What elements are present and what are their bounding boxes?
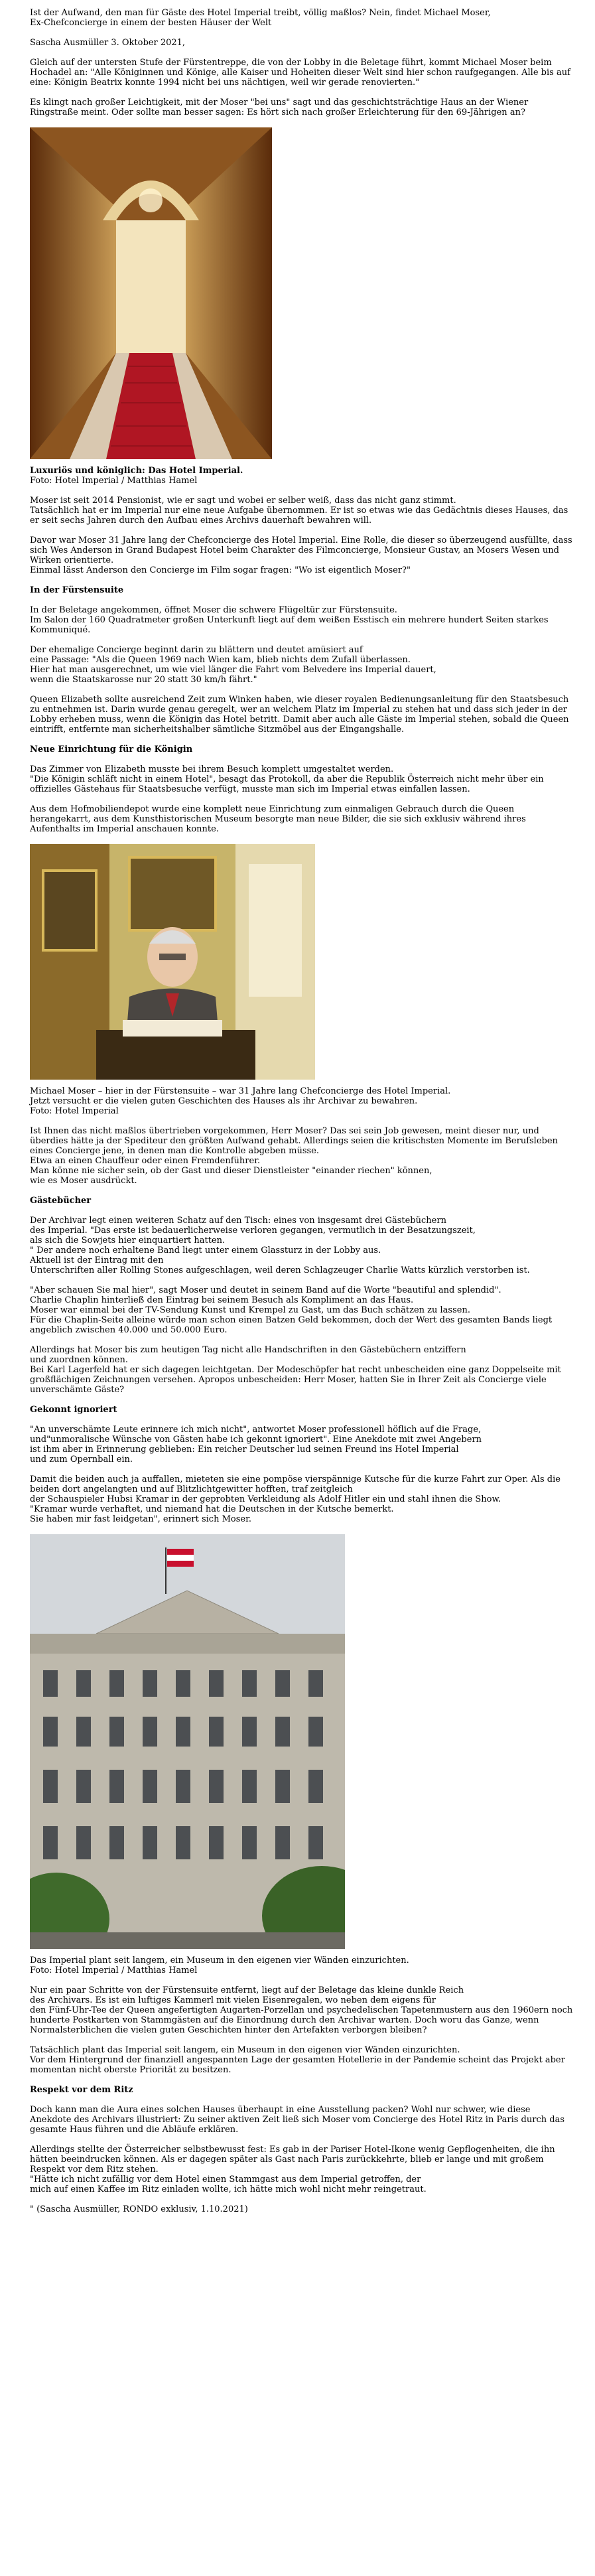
photo-caption: Michael Moser – hier in der Fürstensuite – war 31 Jahre lang Chefconcierge des Hotel Imperial. Jetzt versucht er die vielen guten Geschichten des Hauses als ihr Archivar zu bewahren. Foto: Hotel Imperial [30, 1086, 451, 1116]
paragraph: Allerdings hat Moser bis zum heutigen Tag nicht alle Handschriften in den Gästebüchern entziffern und zuordnen können. Bei Karl Lagerfeld hat er sich dagegen leichtgetan. Der Modeschöpfer hat recht unbescheiden eine ganz Doppelseite mit großflächigen Zeichnungen versehen. Apropos unbescheiden: Herr Moser, hatten Sie in Ihrer Zeit als Concierge viele unverschämte Gäste? [30, 1345, 561, 1395]
photo-archivar-at-desk [30, 844, 315, 1080]
paragraph: Das Zimmer von Elizabeth musste bei ihrem Besuch komplett umgestaltet werden. "Die Königin schläft nicht in einem Hotel", besagt das Protokoll, da aber die Republik Österreich nicht mehr über ein offizielles Gästehaus für Staatsbesuche verfügt, musste man sich im Imperial etwas einfallen lassen. [30, 764, 544, 794]
paragraph: Nur ein paar Schritte von der Fürstensuite entfernt, liegt auf der Beletage das kleine dunkle Reich des Archivars. Es ist ein luftiges Kammerl mit vielen Eisenregalen, wo neben dem eigens für den Fünf-Uhr-Tee der Queen angefertigten Augarten-Porzellan und psychedelischen Tapetenmustern aus den 1960ern noch hunderte Postkarten von Stammgästen auf die Einordnung durch den Archivar warten. Doch woru das Ganze, wenn Normalsterblichen die vielen guten Geschichten hinter den Artefakten verborgen bleiben? [30, 1985, 573, 2035]
intro-lead: Ist der Aufwand, den man für Gäste des Hotel Imperial treibt, völlig maßlos? Nein, findet Michael Moser, Ex-Chefconcierge in einem der besten Häuser der Welt [30, 8, 491, 28]
paragraph: "An unverschämte Leute erinnere ich mich nicht", antwortet Moser professionell höflich auf die Frage, und"unmoralische Wünsche von Gästen habe ich gekonnt ignoriert". Eine Anekdote mit zwei Angebern ist ihm aber in Erinnerung geblieben: Ein reicher Deutscher lud seinen Freund ins Hotel Imperial und zum Opernball ein. [30, 1425, 482, 1465]
paragraph: "Aber schauen Sie mal hier", sagt Moser und deutet in seinem Band auf die Worte "beautiful and splendid". Charlie Chaplin hinterließ den Eintrag bei seinem Besuch als Kompliment an das Haus. Moser war einmal bei der TV-Sendung Kunst und Krempel zu Gast, um das Buch schätzen zu lassen. Für die Chaplin-Seite alleine würde man schon einen Batzen Geld bekommen, doch der Wert des gesamten Bands liegt angeblich zwischen 40.000 und 50.000 Euro. [30, 1285, 553, 1335]
photo-caption: Das Imperial plant seit langem, ein Museum in den eigenen vier Wänden einzurichten. Foto: Hotel Imperial / Matthias Hamel [30, 1956, 409, 1975]
paragraph: Tatsächlich plant das Imperial seit langem, ein Museum in den eigenen vier Wänden einzurichten. Vor dem Hintergrund der finanziell angespannten Lage der gesamten Hotellerie in der Pandemie scheint das Projekt aber momentan nicht oberste Priorität zu besitzen. [30, 2045, 565, 2075]
paragraph: Gleich auf der untersten Stufe der Fürstentreppe, die von der Lobby in die Beletage führt, kommt Michael Moser beim Hochadel an: "Alle Königinnen und Könige, alle Kaiser und Hoheiten dieser Welt sind hier schon raufgegangen. Alle bis auf eine: Königin Beatrix konnte 1994 nicht bei uns nächtigen, weil wir gerade renovierten." [30, 58, 570, 88]
article [0, 8, 574, 2241]
section-heading: Neue Einrichtung für die Königin [30, 745, 193, 754]
paragraph: Moser ist seit 2014 Pensionist, wie er sagt und wobei er selber weiß, dass das nicht ganz stimmt. Tatsächlich hat er im Imperial nur eine neue Aufgabe übernommen. Er ist so etwas wie das Gedächtnis dieses Hauses, das er seit sechs Jahren durch den Aufbau eines Archivs dauerhaft bewahren will. [30, 496, 568, 526]
paragraph: Queen Elizabeth sollte ausreichend Zeit zum Winken haben, wie dieser royalen Bedienungsanleitung für den Staatsbesuch zu entnehmen ist. Darin wurde genau geregelt, wer an welchem Platz im Imperial zu stehen hat und dass sich jeder in der Lobby erheben muss, wenn die Königin das Hotel betritt. Damit aber auch alle Gäste im Imperial stehen, sobald die Queen eintrifft, entfernte man sicherheitshalber sämtliche Sitzmöbel aus der Eingangshalle. [30, 695, 569, 735]
paragraph: Doch kann man die Aura eines solchen Hauses überhaupt in eine Ausstellung packen? Wohl nur schwer, wie diese Anekdote des Archivars illustriert: Zu seiner aktiven Zeit ließ sich Moser vom Concierge des Hotel Ritz in Paris durch das gesamte Haus führen und die Abläufe erklären. [30, 2105, 564, 2135]
section-heading: Gekonnt ignoriert [30, 1405, 117, 1415]
section-heading: In der Fürstensuite [30, 585, 124, 595]
paragraph: Allerdings stellte der Österreicher selbstbewusst fest: Es gab in der Pariser Hotel-Ikone wenig Gepflogenheiten, die ihn hätten beeindrucken können. Als er dagegen später als Gast nach Paris zurückkehrte, blieb er lange und mit großem Respekt vor dem Ritz stehen. "Hätte ich nicht zufällig vor dem Hotel einen Stammgast aus dem Imperial getroffen, der mich auf einen Kaffee im Ritz einladen wollte, ich hätte mich wohl nicht mehr reingetraut. [30, 2145, 555, 2194]
staircase-illustration [30, 127, 272, 459]
section-heading: Respekt vor dem Ritz [30, 2085, 133, 2095]
caption-title: Luxuriös und königlich: Das Hotel Imperial. [30, 466, 243, 476]
photo-staircase-corridor [30, 127, 272, 459]
archivar-illustration [30, 844, 315, 1080]
paragraph: In der Beletage angekommen, öffnet Moser die schwere Flügeltür zur Fürstensuite. Im Salon der 160 Quadratmeter großen Unterkunft liegt auf dem weißen Esstisch ein mehrere hundert Seiten starkes Kommuniqué. [30, 605, 549, 635]
paragraph: Aus dem Hofmobiliendepot wurde eine komplett neue Einrichtung zum einmaligen Gebrauch durch die Queen herangekarrt, aus dem Kunsthistorischen Museum besorgte man neue Bilder, die sie sich exklusiv während ihres Aufenthalts im Imperial anschauen konnte. [30, 804, 526, 834]
photo-hotel-facade [30, 1534, 345, 1949]
byline: Sascha Ausmüller 3. Oktober 2021, [30, 38, 186, 48]
section-heading: Gästebücher [30, 1196, 92, 1206]
paragraph: Ist Ihnen das nicht maßlos übertrieben vorgekommen, Herr Moser? Das sei sein Job gewesen, meint dieser nur, und überdies hätte ja der Spediteur den größten Aufwand gehabt. Allerdings seien die kritischsten Momente im Berufsleben eines Concierge jene, in denen man die Kontrolle abgeben müsse. Etwa an einen Chauffeur oder einen Fremdenführer. Man könne nie sicher sein, ob der Gast und dieser Dienstleister "einander riechen" können, wie es Moser ausdrückt. [30, 1126, 558, 1186]
paragraph: Der Archivar legt einen weiteren Schatz auf den Tisch: eines von insgesamt drei Gästebüchern des Imperial. "Das erste ist bedauerlicherweise verloren gegangen, vermutlich in der Besatzungszeit, als sich die Sowjets hier einquartiert hatten. " Der andere noch erhaltene Band liegt unter einem Glassturz in der Lobby aus. Aktuell ist der Eintrag mit den Unterschriften aller Rolling Stones aufgeschlagen, weil deren Schlagzeuger Charlie Watts kürzlich verstorben ist. [30, 1216, 530, 1275]
paragraph: Es klingt nach großer Leichtigkeit, mit der Moser "bei uns" sagt und das geschichtsträchtige Haus an der Wiener Ringstraße meint. Oder sollte man besser sagen: Es hört sich nach großer Erleichterung für den 69-Jährigen an? [30, 98, 529, 117]
caption-credit: Foto: Hotel Imperial / Matthias Hamel [30, 476, 198, 486]
facade-illustration [30, 1534, 345, 1949]
paragraph: Davor war Moser 31 Jahre lang der Chefconcierge des Hotel Imperial. Eine Rolle, die dieser so überzeugend ausfüllte, dass sich Wes Anderson in Grand Budapest Hotel beim Charakter des Filmconcierge, Monsieur Gustav, an Mosers Wesen und Wirken orientierte. Einmal lässt Anderson den Concierge im Film sogar fragen: "Wo ist eigentlich Moser?" [30, 536, 572, 575]
photo-caption [30, 466, 574, 486]
paragraph: Der ehemalige Concierge beginnt darin zu blättern und deutet amüsiert auf eine Passage: "Als die Queen 1969 nach Wien kam, blieb nichts dem Zufall überlassen. Hier hat man ausgerechnet, um wie viel länger die Fahrt vom Belvedere ins Imperial dauert, wenn die Staatskarosse nur 20 statt 30 km/h fährt." [30, 645, 436, 685]
paragraph: Damit die beiden auch ja auffallen, mieteten sie eine pompöse vierspännige Kutsche für die kurze Fahrt zur Oper. Als die beiden dort angelangten und auf Blitzlichtgewitter hofften, traf zeitgleich der Schauspieler Hubsi Kramar in der geprobten Verkleidung als Adolf Hitler ein und stahl ihnen die Show. "Kramar wurde verhaftet, und niemand hat die Deutschen in der Kutsche bemerkt. Sie haben mir fast leidgetan", erinnert sich Moser. [30, 1474, 561, 1524]
closing-source: " (Sascha Ausmüller, RONDO exklusiv, 1.10.2021) [30, 2204, 248, 2214]
